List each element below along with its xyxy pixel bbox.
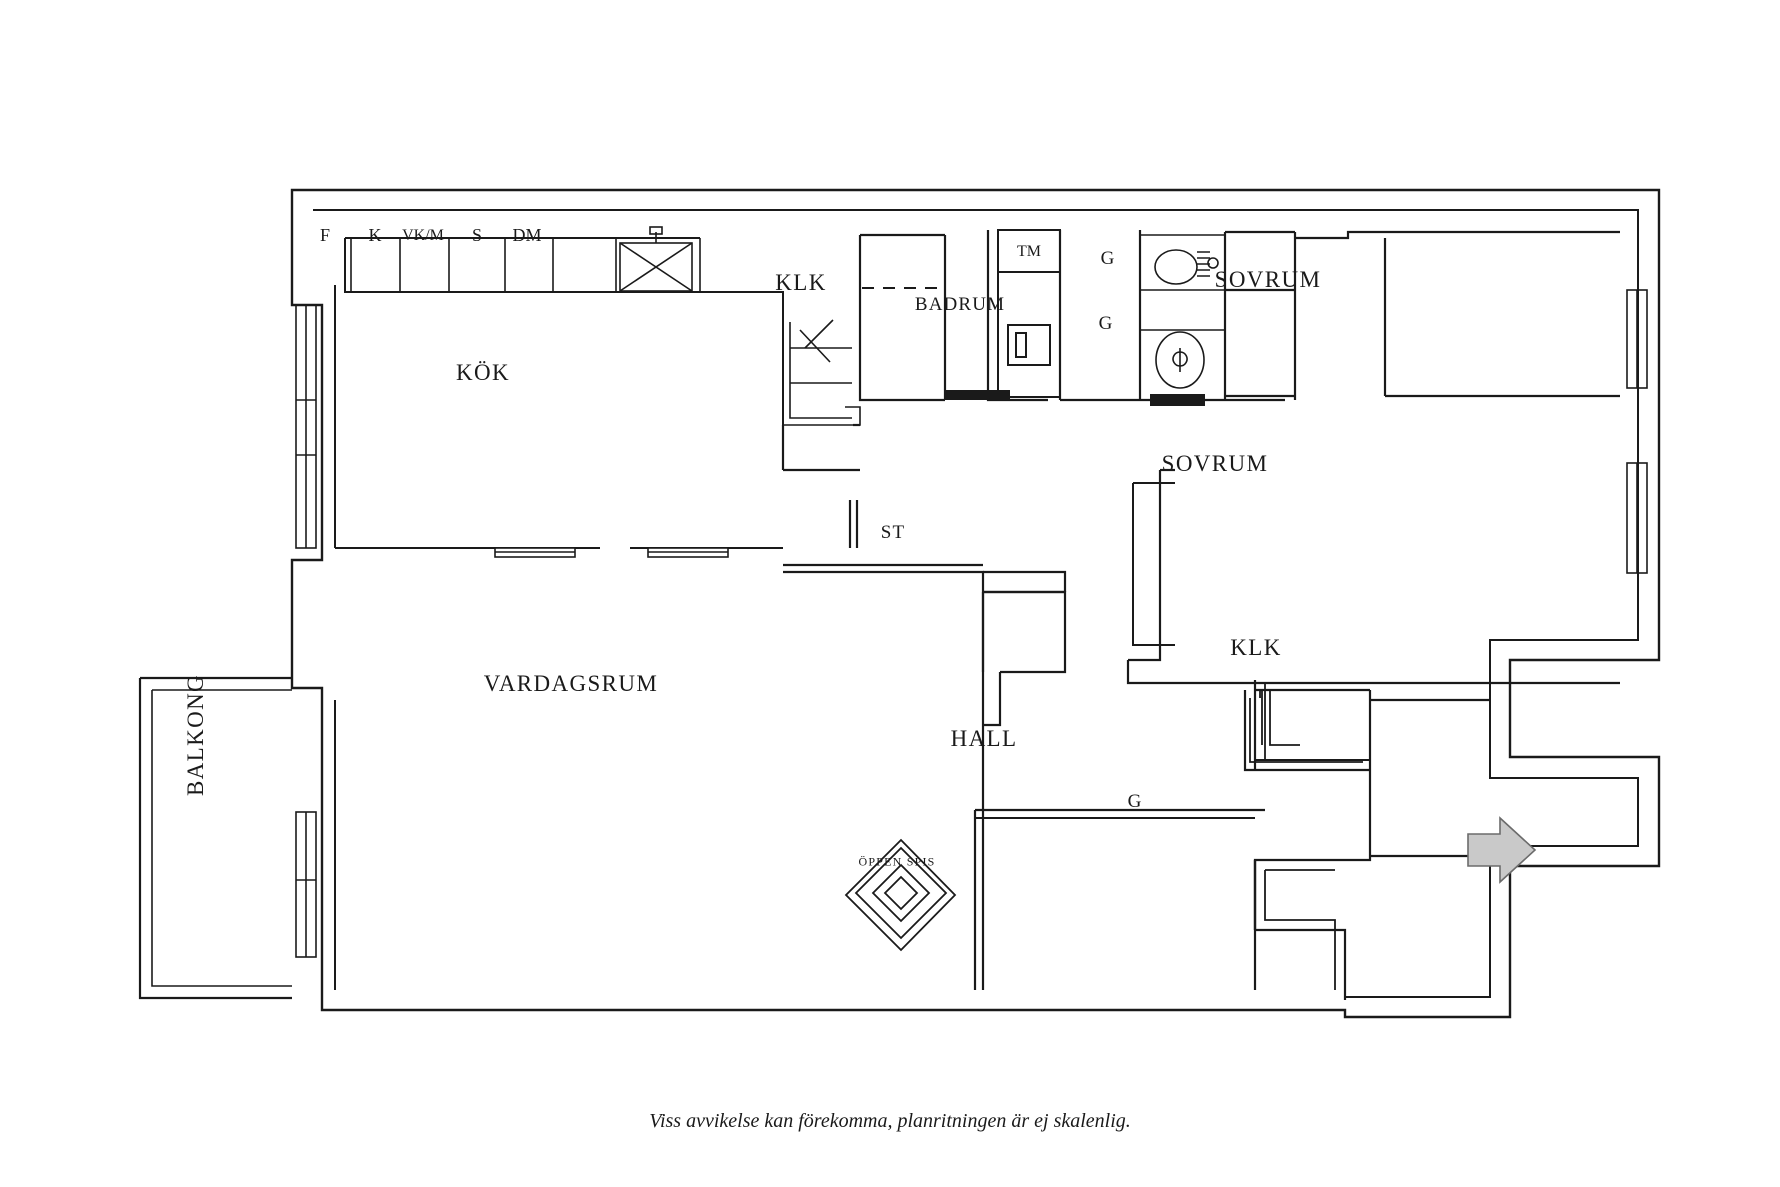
appliance-label-washer-dryer: VK/M	[402, 226, 444, 244]
closet-label-g-top: G	[1100, 248, 1116, 269]
room-label-sovrum-1: SOVRUM	[1214, 267, 1322, 292]
room-label-vardagsrum: VARDAGSRUM	[483, 671, 659, 696]
appliance-label-freezer: F	[319, 224, 331, 245]
room-label-kok: KÖK	[456, 360, 510, 385]
room-label-balkong: BALKONG	[183, 673, 208, 797]
appliance-label-stove: S	[471, 224, 483, 245]
room-label-hall: HALL	[950, 726, 1018, 751]
room-label-klk-top: KLK	[775, 270, 827, 295]
feature-label-fireplace: ÖPPEN SPIS	[858, 854, 936, 869]
closet-label-g-mid: G	[1098, 313, 1114, 334]
appliance-label-fridge: K	[368, 224, 382, 245]
disclaimer-caption: Viss avvikelse kan förekomma, planritningen är ej skalenlig.	[649, 1110, 1131, 1132]
room-label-sovrum-2: SOVRUM	[1161, 451, 1269, 476]
room-label-badrum: BADRUM	[914, 294, 1006, 315]
appliance-label-dishwasher: DM	[512, 224, 542, 245]
entry-arrow-group	[1468, 818, 1535, 882]
closet-label-g-bottom: G	[1127, 791, 1143, 812]
room-label-klk-bottom: KLK	[1230, 635, 1282, 660]
room-label-st: ST	[880, 522, 906, 543]
appliance-label-tumble-dryer: TM	[1017, 242, 1041, 260]
